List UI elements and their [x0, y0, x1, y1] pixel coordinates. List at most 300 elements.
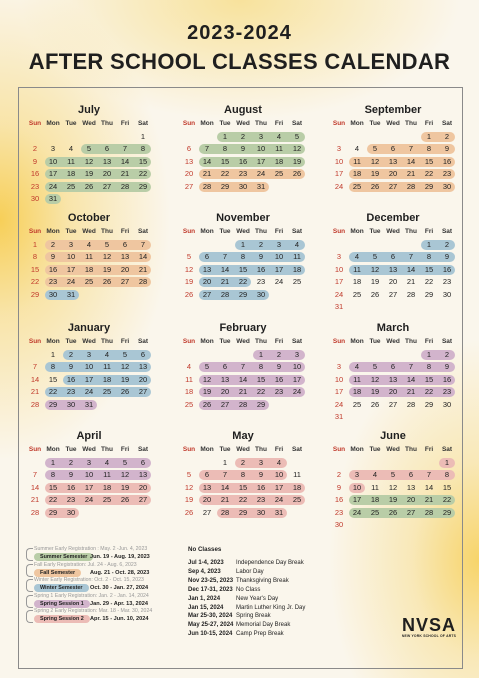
- day-cell: 16: [256, 482, 266, 492]
- day-cell: 15: [442, 482, 452, 492]
- day-cell: 3: [336, 362, 342, 372]
- day-cell: 23: [238, 169, 248, 179]
- day-cell: 4: [104, 350, 110, 359]
- day-cell: 3: [86, 458, 92, 467]
- day-cell: 14: [406, 156, 416, 166]
- day-cell: 17: [48, 169, 58, 179]
- day-cell: 12: [102, 252, 112, 262]
- month-january: [26, 322, 152, 424]
- weekday-label: Wed: [236, 338, 250, 345]
- weekday-label: Wed: [386, 120, 400, 127]
- day-cell: 30: [256, 289, 266, 299]
- day-cell: 31: [66, 289, 76, 299]
- day-cell: 28: [120, 181, 130, 191]
- day-cell: 9: [68, 362, 74, 372]
- weekday-label: Fri: [424, 120, 434, 127]
- weekday-label: Tue: [369, 338, 381, 345]
- day-cell: 16: [442, 374, 452, 384]
- weekday-label: Tue: [219, 446, 231, 453]
- day-cell: 12: [370, 374, 380, 384]
- day-cell: 25: [102, 495, 112, 505]
- day-cell: 11: [293, 470, 301, 480]
- day-cell: 29: [424, 289, 434, 299]
- day-cell: 19: [370, 387, 380, 397]
- day-cell: 3: [294, 350, 300, 359]
- weekday-label: Wed: [82, 228, 96, 235]
- weekday-label: Thu: [255, 446, 267, 453]
- day-cell: 23: [256, 277, 266, 287]
- no-class-date: Dec 17-31, 2023: [188, 586, 233, 593]
- day-cell: 28: [30, 507, 40, 517]
- day-cell: 28: [406, 399, 416, 409]
- day-cell: 22: [238, 495, 248, 505]
- day-cell: 23: [442, 277, 452, 287]
- day-cell: 22: [220, 169, 230, 179]
- day-cell: 10: [66, 252, 76, 262]
- day-cell: 25: [66, 181, 76, 191]
- day-cell: 18: [370, 495, 380, 505]
- day-cell: 4: [104, 458, 110, 467]
- day-cell: 1: [240, 240, 246, 249]
- day-cell: 4: [354, 252, 360, 262]
- day-cell: 12: [202, 374, 212, 384]
- day-cell: 13: [388, 156, 398, 166]
- day-cell: 2: [240, 458, 246, 467]
- day-cell: 2: [32, 144, 38, 154]
- day-cell: 12: [120, 362, 130, 372]
- day-cell: 16: [256, 264, 266, 274]
- month-september: [330, 104, 456, 206]
- day-cell: 14: [406, 374, 416, 384]
- day-cell: 11: [275, 144, 283, 154]
- day-cell: 2: [336, 470, 342, 480]
- day-cell: 19: [202, 387, 212, 397]
- day-cell: 18: [102, 482, 112, 492]
- day-cell: 8: [444, 470, 450, 480]
- weekday-label: Fri: [274, 338, 284, 345]
- day-cell: 30: [256, 507, 266, 517]
- day-cell: 17: [292, 374, 302, 384]
- no-class-description: Independence Day Break: [236, 560, 304, 566]
- no-classes-title: No Classes: [188, 546, 222, 553]
- day-cell: 9: [240, 144, 246, 154]
- day-cell: 14: [30, 374, 40, 384]
- day-cell: 16: [334, 495, 344, 505]
- day-cell: 5: [186, 470, 192, 480]
- day-cell: 29: [48, 399, 58, 409]
- day-cell: 10: [292, 362, 302, 372]
- day-cell: 20: [202, 495, 212, 505]
- day-cell: 2: [258, 240, 264, 249]
- weekday-label: Sun: [182, 120, 196, 127]
- day-cell: 31: [334, 412, 344, 421]
- no-class-date: Mar 25-30, 2024: [188, 613, 233, 620]
- day-cell: 1: [426, 132, 432, 141]
- day-cell: 12: [184, 264, 194, 274]
- day-cell: 21: [30, 387, 40, 397]
- day-cell: 24: [334, 181, 344, 191]
- weekday-label: Sun: [332, 338, 346, 345]
- day-cell: 19: [120, 482, 130, 492]
- no-class-date: Jan 1, 2024: [188, 595, 221, 602]
- weekday-label: Tue: [219, 228, 231, 235]
- day-cell: 19: [370, 277, 380, 287]
- day-cell: 6: [204, 470, 210, 480]
- day-cell: 17: [84, 482, 94, 492]
- no-class-description: Thanksgiving Break: [236, 577, 289, 584]
- day-cell: 8: [426, 144, 432, 154]
- month-name: April: [76, 430, 102, 442]
- day-cell: 27: [102, 181, 112, 191]
- day-cell: 30: [238, 181, 248, 191]
- weekday-label: Sat: [291, 228, 303, 235]
- day-cell: 21: [406, 277, 416, 287]
- day-cell: 12: [292, 144, 302, 154]
- day-cell: 14: [220, 482, 230, 492]
- day-cell: 28: [202, 181, 212, 191]
- weekday-label: Tue: [369, 120, 381, 127]
- weekday-label: Wed: [236, 446, 250, 453]
- day-cell: 10: [334, 156, 344, 166]
- weekday-label: Wed: [386, 228, 400, 235]
- day-cell: 17: [334, 169, 344, 179]
- weekday-label: Mon: [46, 446, 60, 453]
- day-cell: 26: [184, 289, 194, 299]
- day-cell: 25: [274, 169, 284, 179]
- day-cell: 30: [442, 181, 452, 191]
- day-cell: 11: [353, 374, 361, 384]
- day-cell: 7: [408, 362, 414, 372]
- day-cell: 2: [276, 350, 282, 359]
- day-cell: 4: [86, 240, 92, 249]
- day-cell: 16: [66, 482, 76, 492]
- day-cell: 1: [50, 350, 56, 359]
- day-cell: 27: [388, 399, 398, 409]
- day-cell: 20: [388, 387, 398, 397]
- day-cell: 14: [120, 156, 130, 166]
- weekday-label: Sat: [137, 446, 149, 453]
- weekday-label: Mon: [350, 228, 364, 235]
- day-cell: 24: [334, 399, 344, 409]
- day-cell: 2: [444, 240, 450, 249]
- semester-dates: Oct. 30 - Jan. 27, 2024: [90, 585, 149, 591]
- day-cell: 5: [372, 252, 378, 262]
- day-cell: 18: [102, 374, 112, 384]
- day-cell: 19: [292, 156, 302, 166]
- day-cell: 25: [292, 277, 302, 287]
- no-class-date: Nov 23-25, 2023: [188, 577, 234, 584]
- day-cell: 13: [138, 470, 148, 480]
- day-cell: 15: [424, 156, 434, 166]
- day-cell: 13: [120, 252, 130, 262]
- day-cell: 27: [138, 495, 148, 505]
- day-cell: 12: [370, 264, 380, 274]
- day-cell: 25: [352, 289, 362, 299]
- day-cell: 30: [442, 289, 452, 299]
- day-cell: 1: [222, 458, 228, 467]
- day-cell: 11: [185, 374, 193, 384]
- weekday-label: Mon: [200, 228, 214, 235]
- day-cell: 26: [370, 289, 380, 299]
- month-october: [26, 212, 152, 314]
- day-cell: 1: [50, 458, 56, 467]
- day-cell: 6: [222, 362, 228, 372]
- weekday-label: Fri: [424, 446, 434, 453]
- day-cell: 28: [238, 399, 248, 409]
- day-cell: 27: [138, 387, 148, 397]
- no-class-date: Jul 1-4, 2023: [188, 560, 224, 566]
- day-cell: 26: [370, 181, 380, 191]
- nvsa-logo: [396, 616, 462, 638]
- month-name: January: [67, 322, 111, 334]
- day-cell: 10: [84, 362, 94, 372]
- day-cell: 23: [256, 495, 266, 505]
- weekday-label: Fri: [274, 228, 284, 235]
- day-cell: 4: [294, 240, 300, 249]
- day-cell: 9: [258, 252, 264, 262]
- semester-dates: Jan. 29 - Apr. 13, 2024: [90, 600, 148, 607]
- day-cell: 13: [388, 264, 398, 274]
- weekday-label: Mon: [350, 338, 364, 345]
- weekday-label: Fri: [424, 228, 434, 235]
- day-cell: 22: [424, 169, 434, 179]
- day-cell: 8: [240, 470, 246, 480]
- weekday-label: Tue: [219, 338, 231, 345]
- day-cell: 20: [138, 482, 148, 492]
- day-cell: 29: [256, 399, 266, 409]
- day-cell: 8: [426, 252, 432, 262]
- day-cell: 3: [50, 144, 56, 154]
- no-class-date: Jan 15, 2024: [188, 604, 224, 611]
- day-cell: 13: [202, 264, 212, 274]
- day-cell: 8: [258, 362, 264, 372]
- day-cell: 6: [390, 144, 396, 154]
- weekday-label: Fri: [274, 120, 284, 127]
- day-cell: 2: [444, 132, 450, 141]
- day-cell: 22: [442, 495, 452, 505]
- day-cell: 9: [336, 482, 342, 492]
- semester-badge: Summer Semester: [34, 553, 93, 561]
- day-cell: 20: [102, 169, 112, 179]
- day-cell: 7: [240, 362, 246, 372]
- month-name: July: [77, 104, 100, 116]
- weekday-label: Tue: [65, 120, 77, 127]
- weekday-label: Fri: [120, 446, 130, 453]
- weekday-label: Sun: [332, 446, 346, 453]
- day-cell: 26: [120, 495, 130, 505]
- day-cell: 29: [424, 181, 434, 191]
- no-class-date: Jun 10-15, 2024: [188, 631, 233, 638]
- day-cell: 20: [120, 264, 130, 274]
- day-cell: 27: [388, 289, 398, 299]
- day-cell: 14: [220, 264, 230, 274]
- weekday-label: Wed: [386, 446, 400, 453]
- weekday-label: Sat: [291, 338, 303, 345]
- registration-note: Summer Early Registration : May. 2 -Jun. 4, 2023: [34, 546, 148, 552]
- day-cell: 15: [220, 156, 230, 166]
- registration-note: Spring 2 Early Registration: Mar. 18 - Mar. 30, 2024: [34, 608, 153, 614]
- day-cell: 22: [424, 277, 434, 287]
- day-cell: 21: [238, 387, 248, 397]
- day-cell: 22: [256, 387, 266, 397]
- day-cell: 6: [104, 144, 110, 154]
- day-cell: 24: [334, 289, 344, 299]
- day-cell: 18: [84, 264, 94, 274]
- day-cell: 19: [388, 495, 398, 505]
- day-cell: 15: [424, 374, 434, 384]
- day-cell: 1: [426, 350, 432, 359]
- day-cell: 29: [238, 507, 248, 517]
- day-cell: 11: [371, 482, 379, 492]
- weekday-label: Mon: [350, 120, 364, 127]
- day-cell: 20: [138, 374, 148, 384]
- day-cell: 10: [256, 144, 266, 154]
- day-cell: 29: [30, 289, 40, 299]
- day-cell: 31: [48, 194, 58, 203]
- day-cell: 26: [370, 399, 380, 409]
- day-cell: 3: [336, 144, 342, 154]
- day-cell: 13: [184, 156, 194, 166]
- day-cell: 11: [67, 156, 75, 166]
- day-cell: 3: [354, 470, 360, 480]
- day-cell: 9: [258, 470, 264, 480]
- weekday-label: Tue: [369, 446, 381, 453]
- day-cell: 20: [220, 387, 230, 397]
- weekday-label: Sat: [137, 338, 149, 345]
- year-heading: 2023-2024: [187, 22, 292, 44]
- weekday-label: Fri: [424, 338, 434, 345]
- month-name: October: [67, 212, 111, 224]
- day-cell: 26: [102, 277, 112, 287]
- day-cell: 22: [424, 387, 434, 397]
- day-cell: 23: [442, 387, 452, 397]
- month-name: February: [219, 322, 267, 334]
- day-cell: 18: [352, 277, 362, 287]
- day-cell: 27: [120, 277, 130, 287]
- weekday-label: Thu: [405, 338, 417, 345]
- day-cell: 7: [140, 240, 146, 249]
- day-cell: 6: [390, 252, 396, 262]
- day-cell: 28: [138, 277, 148, 287]
- day-cell: 7: [222, 252, 228, 262]
- day-cell: 18: [292, 482, 302, 492]
- day-cell: 28: [424, 507, 434, 517]
- day-cell: 8: [426, 362, 432, 372]
- day-cell: 29: [424, 399, 434, 409]
- day-cell: 21: [120, 169, 130, 179]
- day-cell: 15: [424, 264, 434, 274]
- day-cell: 7: [32, 362, 38, 372]
- day-cell: 12: [120, 470, 130, 480]
- weekday-label: Sun: [332, 228, 346, 235]
- day-cell: 8: [140, 144, 146, 154]
- day-cell: 15: [30, 264, 40, 274]
- day-cell: 30: [30, 194, 40, 203]
- day-cell: 7: [426, 470, 432, 480]
- legend-bracket: [26, 610, 33, 623]
- day-cell: 7: [204, 144, 210, 154]
- weekday-label: Sun: [28, 228, 42, 235]
- day-cell: 24: [274, 495, 284, 505]
- day-cell: 18: [352, 169, 362, 179]
- month-name: December: [366, 212, 420, 224]
- month-name: August: [224, 104, 262, 116]
- day-cell: 7: [408, 144, 414, 154]
- legend-bracket: [26, 579, 33, 592]
- weekday-label: Tue: [65, 228, 77, 235]
- day-cell: 30: [66, 399, 76, 409]
- day-cell: 18: [184, 387, 194, 397]
- day-cell: 9: [50, 252, 56, 262]
- semester-dates: Apr. 15 - Jun. 10, 2024: [90, 616, 149, 622]
- day-cell: 21: [406, 169, 416, 179]
- day-cell: 14: [138, 252, 148, 262]
- day-cell: 22: [30, 277, 40, 287]
- weekday-label: Sat: [291, 446, 303, 453]
- day-cell: 31: [256, 181, 266, 191]
- day-cell: 31: [334, 302, 344, 311]
- day-cell: 6: [186, 144, 192, 154]
- day-cell: 10: [274, 252, 284, 262]
- day-cell: 14: [202, 156, 212, 166]
- day-cell: 16: [48, 264, 58, 274]
- day-cell: 14: [406, 264, 416, 274]
- day-cell: 24: [256, 169, 266, 179]
- day-cell: 5: [372, 362, 378, 372]
- day-cell: 19: [120, 374, 130, 384]
- day-cell: 22: [48, 387, 58, 397]
- day-cell: 28: [30, 399, 40, 409]
- semester-dates: Aug. 21 - Oct. 28, 2023: [90, 569, 150, 576]
- day-cell: 11: [85, 252, 93, 262]
- month-name: September: [364, 104, 422, 116]
- day-cell: 26: [202, 399, 212, 409]
- day-cell: 10: [48, 156, 58, 166]
- day-cell: 21: [220, 495, 230, 505]
- weekday-label: Mon: [200, 446, 214, 453]
- month-july: [26, 104, 152, 206]
- logo-subtitle: NEW YORK SCHOOL OF ARTS: [401, 634, 457, 638]
- no-class-description: Labor Day: [236, 568, 264, 575]
- day-cell: 27: [202, 289, 212, 299]
- day-cell: 5: [86, 144, 92, 154]
- day-cell: 9: [444, 252, 450, 262]
- weekday-label: Sat: [441, 120, 453, 127]
- weekday-label: Sat: [441, 446, 453, 453]
- day-cell: 24: [352, 507, 362, 517]
- day-cell: 6: [140, 458, 146, 467]
- day-cell: 23: [442, 169, 452, 179]
- day-cell: 25: [352, 399, 362, 409]
- day-cell: 7: [222, 470, 228, 480]
- day-cell: 22: [48, 495, 58, 505]
- weekday-label: Mon: [46, 338, 60, 345]
- day-cell: 18: [352, 387, 362, 397]
- day-cell: 27: [388, 181, 398, 191]
- weekday-label: Sat: [291, 120, 303, 127]
- weekday-label: Thu: [405, 120, 417, 127]
- month-march: [330, 322, 456, 424]
- day-cell: 11: [103, 470, 111, 480]
- semester-badge: Spring Session 2: [34, 615, 90, 623]
- weekday-label: Thu: [255, 228, 267, 235]
- day-cell: 19: [184, 277, 194, 287]
- day-cell: 25: [352, 181, 362, 191]
- day-cell: 10: [334, 264, 344, 274]
- day-cell: 13: [388, 374, 398, 384]
- day-cell: 30: [66, 507, 76, 517]
- day-cell: 8: [222, 144, 228, 154]
